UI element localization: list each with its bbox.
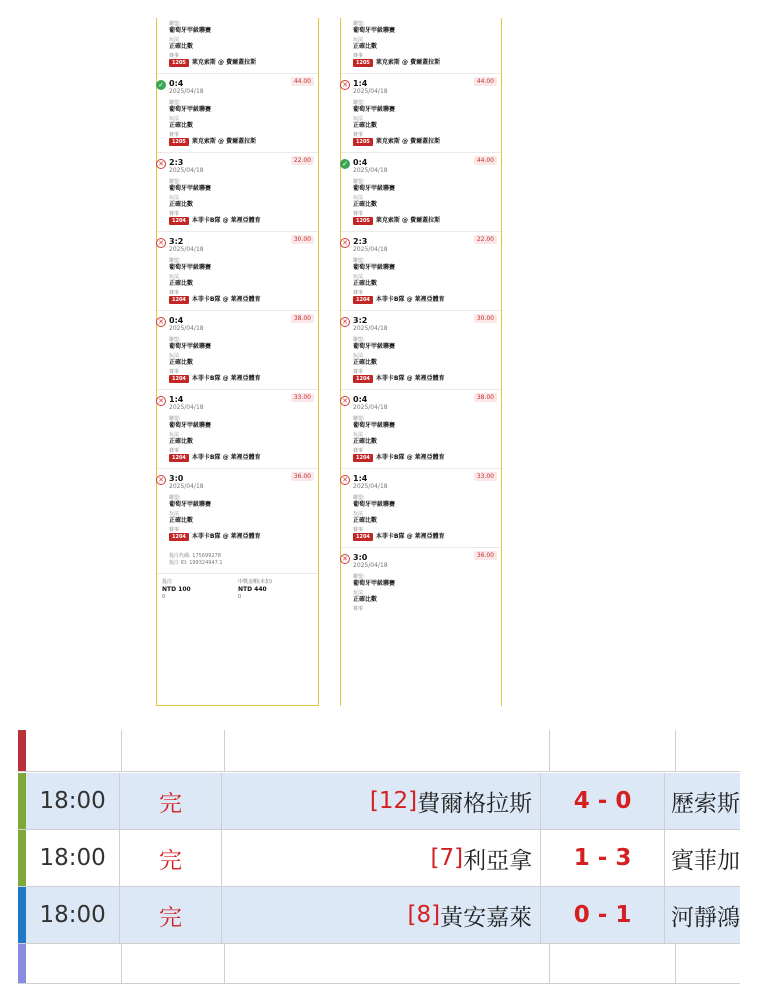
event-name: 本菲卡B隊 @ 莱裡亞體育 <box>191 296 261 303</box>
league-label: 聯盟: <box>169 416 181 422</box>
league-value: 葡萄牙甲級聯賽 <box>169 343 212 350</box>
home-rank: [8] <box>407 902 441 928</box>
bet-odds: 38.00 <box>474 393 497 402</box>
bet-score: 3:2 <box>353 316 368 325</box>
event-name: 莱克索斯 @ 費爾蓋拉斯 <box>375 59 441 66</box>
play-label: 玩法 <box>169 274 180 280</box>
bet-score: 1:4 <box>353 79 368 88</box>
play-value: 正確比數 <box>353 438 378 445</box>
win-value: NTD 440 <box>238 586 267 593</box>
bet-date: 2025/04/18 <box>169 167 204 174</box>
league-value: 葡萄牙甲級聯賽 <box>353 264 396 271</box>
bet-slip-right <box>340 18 502 706</box>
bet-odds: 36.00 <box>291 472 314 481</box>
event-row <box>169 375 314 383</box>
event-row <box>169 59 318 67</box>
home-name: 費爾格拉斯 <box>417 790 533 817</box>
event-row <box>169 533 314 541</box>
table-row <box>18 773 740 830</box>
event-code-badge: 1204 <box>353 296 373 304</box>
bet-score: 0:4 <box>353 395 368 404</box>
row-color-bar <box>18 830 26 886</box>
league-value: 葡萄牙甲級聯賽 <box>353 27 396 34</box>
stake-sub: 0 <box>162 594 166 600</box>
bet-id: 投注 ID: 199324947.1 <box>169 560 223 566</box>
play-label: 玩法 <box>353 432 364 438</box>
win-sub: 0 <box>238 594 242 600</box>
match-score: 0 - 1 <box>541 887 665 943</box>
play-value: 正確比數 <box>353 122 378 129</box>
event-code-badge: 1204 <box>169 217 189 225</box>
row-color-bar <box>18 730 26 771</box>
play-value: 正確比數 <box>353 596 378 603</box>
home-rank: [7] <box>430 845 464 871</box>
row-color-bar <box>18 944 26 983</box>
event-label: 賽事 <box>353 53 364 59</box>
play-label: 玩法 <box>169 432 180 438</box>
league-label: 聯盟: <box>169 179 181 185</box>
event-label: 賽事 <box>169 290 180 296</box>
bet-date: 2025/04/18 <box>353 167 388 174</box>
bet-item <box>157 152 318 231</box>
league-value: 葡萄牙甲級聯賽 <box>169 422 212 429</box>
event-row <box>353 217 497 225</box>
bet-date: 2025/04/18 <box>169 246 204 253</box>
cross-circle-icon: ✕ <box>156 475 166 485</box>
event-code-badge: 1204 <box>169 375 189 383</box>
bet-item <box>341 73 501 152</box>
home-team <box>222 887 542 943</box>
play-label: 玩法 <box>169 37 180 43</box>
match-score: 4 - 0 <box>541 773 665 829</box>
event-row <box>353 533 497 541</box>
match-status: 完 <box>120 773 221 829</box>
event-code-badge: 1204 <box>353 454 373 462</box>
event-label: 賽事 <box>169 448 180 454</box>
event-label: 賽事 <box>353 448 364 454</box>
league-value: 葡萄牙甲級聯賽 <box>353 185 396 192</box>
bet-score: 1:4 <box>353 474 368 483</box>
event-code-badge: 1204 <box>169 296 189 304</box>
bet-item <box>341 152 501 231</box>
league-label: 聯盟: <box>353 100 365 106</box>
bet-item <box>157 310 318 389</box>
event-name: 本菲卡B隊 @ 莱裡亞體育 <box>375 296 445 303</box>
cross-circle-icon: ✕ <box>156 238 166 248</box>
match-time: 18:00 <box>26 773 120 829</box>
event-name: 本菲卡B隊 @ 莱裡亞體育 <box>375 533 445 540</box>
bet-odds: 33.00 <box>291 393 314 402</box>
event-label: 賽事 <box>353 527 364 533</box>
event-label: 賽事 <box>353 211 364 217</box>
bet-slip-left <box>156 18 319 706</box>
bet-item <box>341 310 501 389</box>
bet-odds: 30.00 <box>474 314 497 323</box>
row-color-bar <box>18 887 26 943</box>
play-label: 玩法 <box>353 274 364 280</box>
play-value: 正確比數 <box>353 517 378 524</box>
league-value: 葡萄牙甲級聯賽 <box>353 106 396 113</box>
bet-score: 3:2 <box>169 237 184 246</box>
event-label: 賽事 <box>169 211 180 217</box>
play-label: 玩法 <box>169 116 180 122</box>
bet-item <box>157 73 318 152</box>
bet-date: 2025/04/18 <box>353 562 388 569</box>
bet-odds: 36.00 <box>474 551 497 560</box>
event-row <box>353 454 497 462</box>
event-code-badge: 1204 <box>353 533 373 541</box>
match-status: 完 <box>120 830 221 886</box>
event-row <box>169 138 314 146</box>
bet-odds: 33.00 <box>474 472 497 481</box>
league-value: 葡萄牙甲級聯賽 <box>169 264 212 271</box>
bet-odds: 44.00 <box>474 77 497 86</box>
away-team: 賓菲加 <box>670 847 740 874</box>
bet-score: 2:3 <box>353 237 368 246</box>
bet-item <box>157 468 318 547</box>
play-label: 玩法 <box>353 511 364 517</box>
cross-circle-icon: ✕ <box>340 317 350 327</box>
event-name: 本菲卡B隊 @ 莱裡亞體育 <box>375 454 445 461</box>
bet-date: 2025/04/18 <box>353 483 388 490</box>
play-label: 玩法 <box>353 195 364 201</box>
away-team: 河靜鴻 <box>670 904 740 931</box>
event-name: 本菲卡B隊 @ 莱裡亞體育 <box>191 454 261 461</box>
bet-score: 0:4 <box>169 79 184 88</box>
league-label: 聯盟: <box>353 495 365 501</box>
bet-score: 0:4 <box>169 316 184 325</box>
match-results-table <box>18 752 740 964</box>
play-value: 正確比數 <box>169 201 194 208</box>
event-code-badge: 1205 <box>169 138 189 146</box>
bet-odds: 22.00 <box>474 235 497 244</box>
event-code-badge: 1205 <box>353 59 373 67</box>
event-name: 本菲卡B隊 @ 莱裡亞體育 <box>375 375 445 382</box>
play-value: 正確比數 <box>353 201 378 208</box>
event-row <box>353 138 497 146</box>
home-team <box>222 773 542 829</box>
cross-circle-icon: ✕ <box>340 238 350 248</box>
cross-circle-icon: ✕ <box>340 80 350 90</box>
play-value: 正確比數 <box>169 438 194 445</box>
event-label: 賽事 <box>169 369 180 375</box>
match-score: 1 - 3 <box>541 830 665 886</box>
stake-label: 投注 <box>162 579 173 585</box>
table-row-partial-bottom <box>18 944 740 984</box>
league-label: 聯盟: <box>353 574 365 580</box>
play-value: 正確比數 <box>353 359 378 366</box>
check-circle-icon: ✓ <box>340 159 350 169</box>
event-label: 賽事 <box>353 132 364 138</box>
league-label: 聯盟: <box>169 258 181 264</box>
play-value: 正確比數 <box>353 280 378 287</box>
home-team <box>222 830 542 886</box>
bet-code: 投注代碼: 175699278 <box>169 553 221 559</box>
bet-item <box>341 231 501 310</box>
play-value: 正確比數 <box>169 517 194 524</box>
row-color-bar <box>18 773 26 829</box>
event-label: 賽事 <box>169 132 180 138</box>
play-label: 玩法 <box>353 116 364 122</box>
match-status: 完 <box>120 887 221 943</box>
bet-item <box>341 547 501 616</box>
match-time: 18:00 <box>26 887 120 943</box>
play-label: 玩法 <box>353 590 364 596</box>
league-value: 葡萄牙甲級聯賽 <box>169 106 212 113</box>
event-row <box>169 454 314 462</box>
match-time: 18:00 <box>26 830 120 886</box>
league-value: 葡萄牙甲級聯賽 <box>353 422 396 429</box>
play-value: 正確比數 <box>353 43 378 50</box>
event-name: 本菲卡B隊 @ 莱裡亞體育 <box>191 375 261 382</box>
slip-border <box>157 705 318 706</box>
bet-date: 2025/04/18 <box>353 88 388 95</box>
cross-circle-icon: ✕ <box>340 396 350 406</box>
bet-odds: 44.00 <box>291 77 314 86</box>
event-row <box>353 375 497 383</box>
league-label: 聯盟: <box>169 495 181 501</box>
cross-circle-icon: ✕ <box>340 554 350 564</box>
league-label: 聯盟: <box>169 337 181 343</box>
bet-date: 2025/04/18 <box>353 404 388 411</box>
play-value: 正確比數 <box>169 122 194 129</box>
league-label: 聯盟: <box>169 21 181 27</box>
league-value: 葡萄牙甲級聯賽 <box>169 27 212 34</box>
event-name: 莱克索斯 @ 費爾蓋拉斯 <box>375 217 441 224</box>
event-name: 本菲卡B隊 @ 莱裡亞體育 <box>191 217 261 224</box>
away-team: 歷索斯 <box>670 790 740 817</box>
cross-circle-icon: ✕ <box>156 317 166 327</box>
bet-date: 2025/04/18 <box>169 483 204 490</box>
bet-date: 2025/04/18 <box>169 325 204 332</box>
play-value: 正確比數 <box>169 43 194 50</box>
bet-score: 2:3 <box>169 158 184 167</box>
bet-meta <box>157 547 318 573</box>
play-label: 玩法 <box>169 195 180 201</box>
check-circle-icon: ✓ <box>156 80 166 90</box>
event-code-badge: 1205 <box>353 217 373 225</box>
league-value: 葡萄牙甲級聯賽 <box>169 185 212 192</box>
league-label: 聯盟: <box>353 337 365 343</box>
bet-score: 3:0 <box>353 553 368 562</box>
table-row-partial-top <box>18 730 740 772</box>
event-label: 賽事 <box>353 606 364 612</box>
bet-score: 1:4 <box>169 395 184 404</box>
event-code-badge: 1204 <box>169 533 189 541</box>
play-label: 玩法 <box>169 353 180 359</box>
bet-date: 2025/04/18 <box>353 246 388 253</box>
league-value: 葡萄牙甲級聯賽 <box>353 343 396 350</box>
event-label: 賽事 <box>353 290 364 296</box>
bet-odds: 38.00 <box>291 314 314 323</box>
league-label: 聯盟: <box>353 258 365 264</box>
event-name: 莱克索斯 @ 費爾蓋拉斯 <box>191 59 257 66</box>
event-row <box>353 296 497 304</box>
bet-score: 3:0 <box>169 474 184 483</box>
bet-footer <box>157 573 318 605</box>
play-value: 正確比數 <box>169 280 194 287</box>
event-label: 賽事 <box>169 53 180 59</box>
league-label: 聯盟: <box>169 100 181 106</box>
bet-item <box>341 468 501 547</box>
league-label: 聯盟: <box>353 416 365 422</box>
event-code-badge: 1205 <box>169 59 189 67</box>
event-code-badge: 1205 <box>353 138 373 146</box>
cross-circle-icon: ✕ <box>156 396 166 406</box>
play-label: 玩法 <box>169 511 180 517</box>
bet-odds: 22.00 <box>291 156 314 165</box>
home-rank: [12] <box>369 788 418 814</box>
event-code-badge: 1204 <box>353 375 373 383</box>
bet-fragment <box>341 18 501 73</box>
bet-item <box>157 389 318 468</box>
win-label: 中獎金額(未扣) <box>238 579 272 585</box>
table-row <box>18 830 740 887</box>
play-label: 玩法 <box>353 353 364 359</box>
event-label: 賽事 <box>353 369 364 375</box>
bet-item <box>157 231 318 310</box>
bet-item <box>341 389 501 468</box>
event-name: 本菲卡B隊 @ 莱裡亞體育 <box>191 533 261 540</box>
event-row <box>169 296 314 304</box>
bet-score: 0:4 <box>353 158 368 167</box>
event-code-badge: 1204 <box>169 454 189 462</box>
bet-fragment <box>157 18 318 73</box>
league-value: 葡萄牙甲級聯賽 <box>353 501 396 508</box>
table-row <box>18 887 740 944</box>
stake-summary <box>162 579 238 601</box>
play-value: 正確比數 <box>169 359 194 366</box>
bet-date: 2025/04/18 <box>353 325 388 332</box>
cross-circle-icon: ✕ <box>156 159 166 169</box>
bet-odds: 44.00 <box>474 156 497 165</box>
event-row <box>353 59 501 67</box>
bet-date: 2025/04/18 <box>169 88 204 95</box>
home-name: 黃安嘉萊 <box>440 904 533 931</box>
win-summary <box>238 579 314 601</box>
cross-circle-icon: ✕ <box>340 475 350 485</box>
bet-date: 2025/04/18 <box>169 404 204 411</box>
event-name: 莱克索斯 @ 費爾蓋拉斯 <box>375 138 441 145</box>
play-label: 玩法 <box>353 37 364 43</box>
league-value: 葡萄牙甲級聯賽 <box>353 580 396 587</box>
league-label: 聯盟: <box>353 21 365 27</box>
bet-slips-screenshot <box>147 18 509 706</box>
league-value: 葡萄牙甲級聯賽 <box>169 501 212 508</box>
stake-value: NTD 100 <box>162 586 191 593</box>
event-label: 賽事 <box>169 527 180 533</box>
event-name: 莱克索斯 @ 費爾蓋拉斯 <box>191 138 257 145</box>
home-name: 利亞拿 <box>463 847 533 874</box>
league-label: 聯盟: <box>353 179 365 185</box>
bet-odds: 30.00 <box>291 235 314 244</box>
event-row <box>169 217 314 225</box>
